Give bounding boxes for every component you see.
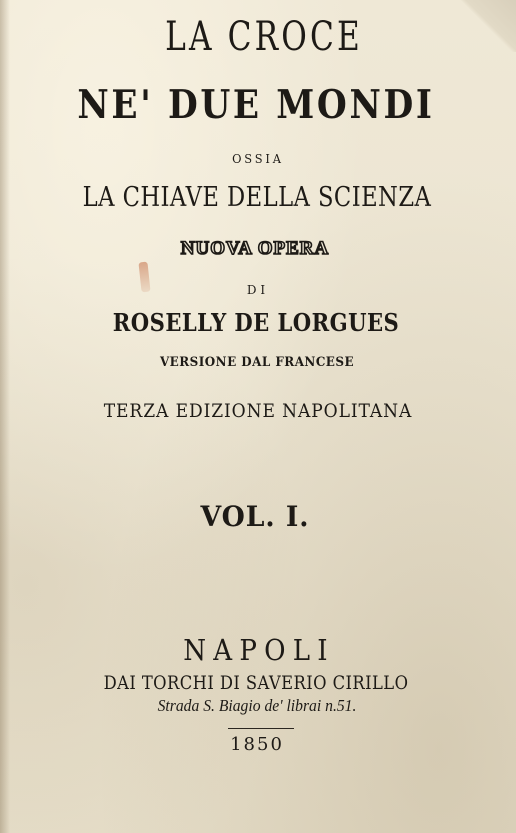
ossia-label: OSSIA bbox=[232, 152, 284, 166]
publication-city: NAPOLI bbox=[183, 633, 335, 667]
printer-address: Strada S. Biagio de' librai n.51. bbox=[157, 696, 357, 715]
edition-note: TERZA EDIZIONE NAPOLITANA bbox=[103, 400, 413, 422]
title-line-1: LA CROCE bbox=[165, 14, 363, 60]
di-label: DI bbox=[246, 283, 270, 297]
page-edge-shadow bbox=[0, 0, 10, 833]
volume-label: VOL. I. bbox=[200, 500, 310, 533]
title-line-2: NE' DUE MONDI bbox=[77, 82, 435, 128]
publication-year: 1850 bbox=[230, 734, 284, 755]
version-note: VERSIONE DAL FRANCESE bbox=[159, 355, 355, 370]
divider-rule bbox=[228, 728, 294, 729]
nuova-opera-label: NUOVA OPERA bbox=[180, 238, 330, 259]
printer-name: DAI TORCHI DI SAVERIO CIRILLO bbox=[103, 672, 409, 694]
author-name: ROSELLY DE LORGUES bbox=[112, 308, 400, 337]
subtitle: LA CHIAVE DELLA SCIENZA bbox=[82, 182, 432, 213]
